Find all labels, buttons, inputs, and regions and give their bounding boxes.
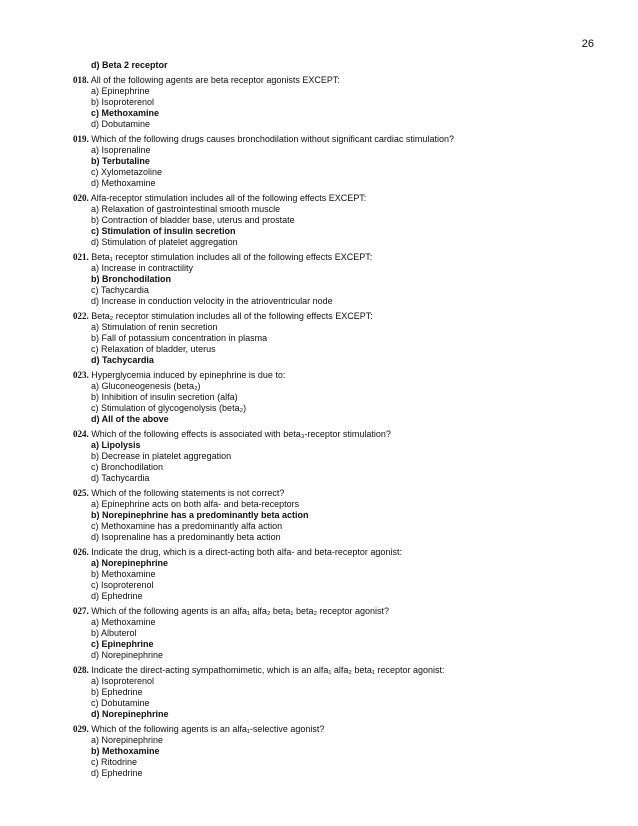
answer-option: a) Gluconeogenesis (beta₂) [91, 381, 201, 391]
question-line [73, 547, 598, 558]
answer-option-correct: d) Norepinephrine [91, 709, 169, 719]
answer-option: a) Relaxation of gastrointestinal smooth muscle [91, 204, 281, 214]
answer-option-correct: b) Norepinephrine has a predominantly beta action [91, 510, 309, 520]
answer-option-correct: d) Tachycardia [91, 355, 154, 365]
answer-option: a) Epinephrine [91, 86, 150, 96]
answer-option: b) Decrease in platelet aggregation [91, 451, 232, 461]
question-line [73, 429, 598, 440]
question-text: Which of the following drugs causes bronchodilation without significant cardiac stimulation? [91, 134, 454, 144]
question-line [73, 606, 598, 617]
answer-option: d) Stimulation of platelet aggregation [91, 237, 238, 247]
question-line [73, 724, 598, 735]
page-number: 26 [581, 38, 594, 50]
answer-option: d) Tachycardia [91, 473, 150, 483]
answer-option: a) Isoproterenol [91, 676, 155, 686]
answer-option: b) Isoproterenol [91, 97, 155, 107]
questions-container [73, 75, 598, 779]
question-number: 024. [73, 429, 89, 439]
answer-option: c) Tachycardia [91, 285, 149, 295]
answer-option: c) Bronchodilation [91, 462, 164, 472]
question-text: All of the following agents are beta receptor agonists EXCEPT: [90, 75, 340, 85]
answer-option: a) Stimulation of renin secretion [91, 322, 218, 332]
question-block [73, 488, 598, 543]
answer-option-correct: c) Stimulation of insulin secretion [91, 226, 236, 236]
previous-answer: d) Beta 2 receptor [91, 60, 168, 70]
answer-option: c) Ritodrine [91, 757, 138, 767]
answer-option: d) Isoprenaline has a predominantly beta action [91, 532, 281, 542]
answer-option: a) Methoxamine [91, 617, 156, 627]
answer-option: d) Methoxamine [91, 178, 156, 188]
question-line [73, 665, 598, 676]
question-text: Alfa-receptor stimulation includes all of the following effects EXCEPT: [90, 193, 367, 203]
question-text: Indicate the direct-acting sympathomimetic, which is an alfa₁ alfa₂ beta₁ receptor agonist: [91, 665, 445, 675]
question-number: 020. [73, 193, 89, 203]
question-block [73, 134, 598, 189]
answer-option: b) Ephedrine [91, 687, 143, 697]
question-number: 029. [73, 724, 89, 734]
question-text: Beta₁ receptor stimulation includes all of the following effects EXCEPT: [91, 252, 373, 262]
answer-option: a) Increase in contractility [91, 263, 194, 273]
answer-option: b) Albuterol [91, 628, 137, 638]
question-line [73, 193, 598, 204]
question-number: 026. [73, 547, 89, 557]
question-line [73, 75, 598, 86]
question-text: Indicate the drug, which is a direct-acting both alfa- and beta-receptor agonist: [91, 547, 402, 557]
question-number: 018. [73, 75, 89, 85]
answer-option-correct: b) Bronchodilation [91, 274, 171, 284]
question-block [73, 606, 598, 661]
question-line [73, 370, 598, 381]
question-block [73, 429, 598, 484]
answer-option: c) Methoxamine has a predominantly alfa action [91, 521, 283, 531]
answer-option: c) Stimulation of glycogenolysis (beta₂) [91, 403, 247, 413]
question-text: Hyperglycemia induced by epinephrine is due to: [91, 370, 286, 380]
answer-option: c) Dobutamine [91, 698, 150, 708]
question-number: 022. [73, 311, 89, 321]
question-block [73, 547, 598, 602]
answer-option: c) Xylometazoline [91, 167, 163, 177]
answer-option-correct: d) All of the above [91, 414, 169, 424]
answer-option-correct: c) Epinephrine [91, 639, 154, 649]
answer-option-correct: a) Lipolysis [91, 440, 141, 450]
question-number: 028. [73, 665, 89, 675]
answer-option: d) Ephedrine [91, 768, 143, 778]
answer-option: b) Contraction of bladder base, uterus and prostate [91, 215, 295, 225]
answer-option: a) Isoprenaline [91, 145, 151, 155]
question-block [73, 370, 598, 425]
answer-option-correct: b) Methoxamine [91, 746, 160, 756]
answer-option: d) Increase in conduction velocity in the atrioventricular node [91, 296, 333, 306]
question-number: 023. [73, 370, 89, 380]
answer-option-correct: c) Methoxamine [91, 108, 160, 118]
question-text: Beta₂ receptor stimulation includes all of the following effects EXCEPT: [91, 311, 373, 321]
answer-option: b) Fall of potassium concentration in plasma [91, 333, 268, 343]
answer-option: d) Ephedrine [91, 591, 143, 601]
answer-option: b) Inhibition of insulin secretion (alfa) [91, 392, 238, 402]
answer-option: d) Dobutamine [91, 119, 151, 129]
question-line [73, 134, 598, 145]
answer-option: c) Isoproterenol [91, 580, 154, 590]
answer-option-correct: a) Norepinephrine [91, 558, 169, 568]
question-number: 019. [73, 134, 89, 144]
question-block [73, 75, 598, 130]
question-list [73, 60, 598, 783]
question-block [73, 193, 598, 248]
question-text: Which of the following agents is an alfa₁-selective agonist? [91, 724, 325, 734]
answer-option: a) Norepinephrine [91, 735, 164, 745]
question-text: Which of the following agents is an alfa₁ alfa₂ beta₁ beta₂ receptor agonist? [91, 606, 390, 616]
question-block [73, 311, 598, 366]
answer-option-correct: b) Terbutaline [91, 156, 150, 166]
question-number: 025. [73, 488, 89, 498]
question-line [73, 488, 598, 499]
answer-option: c) Relaxation of bladder, uterus [91, 344, 216, 354]
question-line [73, 311, 598, 322]
question-number: 027. [73, 606, 89, 616]
question-block [73, 665, 598, 720]
answer-option: d) Norepinephrine [91, 650, 164, 660]
answer-option: a) Epinephrine acts on both alfa- and beta-receptors [91, 499, 300, 509]
question-text: Which of the following effects is associated with beta₃-receptor stimulation? [91, 429, 391, 439]
question-text: Which of the following statements is not correct? [91, 488, 285, 498]
answer-option: b) Methoxamine [91, 569, 156, 579]
question-block [73, 724, 598, 779]
question-number: 021. [73, 252, 89, 262]
question-block [73, 252, 598, 307]
question-line [73, 252, 598, 263]
